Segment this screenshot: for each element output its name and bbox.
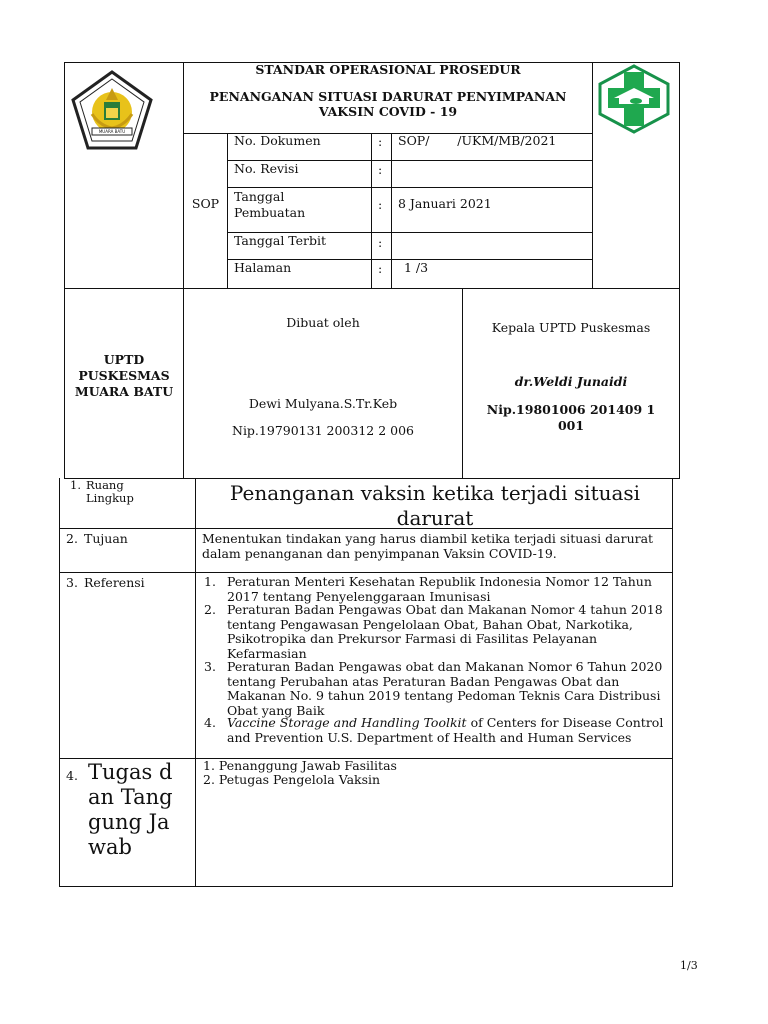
reference-number: 1. (204, 574, 216, 589)
field-sep: : (378, 235, 383, 250)
reference-number: 3. (204, 659, 216, 674)
head-nip: Nip.19801006 201409 1 001 (486, 402, 656, 433)
field-label-tanggal-terbit: Tanggal Terbit (234, 233, 327, 248)
field-sep: : (378, 134, 383, 149)
tujuan-content: Menentukan tindakan yang harus diambil ketika terjadi situasi darurat dalam penanganan dan penyimpanan Vaksin COVID-19. (202, 531, 654, 561)
section-label-ruang-lingkup: Ruang Lingkup (86, 478, 134, 505)
maker-name: Dewi Mulyana.S.Tr.Keb (248, 396, 398, 411)
section-number: 4. (66, 768, 78, 783)
section-label-referensi: Referensi (84, 575, 145, 590)
section-number: 1. (70, 478, 81, 492)
section-label-tujuan: Tujuan (84, 531, 128, 546)
section-label-tugas: Tugas dan Tanggung Jawab (88, 760, 173, 859)
reference-number: 2. (204, 602, 216, 617)
tugas-item: 2. Petugas Pengelola Vaksin (203, 772, 381, 787)
sop-label: SOP (191, 196, 220, 211)
reference-item (227, 716, 665, 745)
head-name: dr.Weldi Junaidi (514, 374, 628, 389)
organization-name: UPTD PUSKESMAS MUARA BATU (74, 352, 174, 399)
field-label-no-dokumen: No. Dokumen (234, 133, 321, 148)
sop-title: STANDAR OPERASIONAL PROSEDUR (255, 62, 521, 77)
head-title: Kepala UPTD Puskesmas (491, 320, 651, 335)
section-number: 3. (66, 575, 78, 590)
field-sep: : (378, 197, 383, 212)
field-value-no-dokumen: SOP/ /UKM/MB/2021 (398, 133, 557, 148)
page-number: 1/3 (680, 959, 698, 972)
tugas-item: 1. Penanggung Jawab Fasilitas (203, 758, 397, 773)
ruang-lingkup-content: Penanganan vaksin ketika terjadi situasi darurat (229, 481, 641, 530)
maker-nip: Nip.19790131 200312 2 006 (232, 423, 414, 438)
regency-emblem-icon (70, 70, 154, 152)
puskesmas-logo-icon (594, 64, 674, 134)
field-value-tanggal-pembuatan: 8 Januari 2021 (398, 196, 492, 211)
reference-item-rest: of Centers for Disease Control and Prevention U.S. Department of Health and Human Services (227, 715, 664, 745)
emblem-ribbon-text: MUARA BATU (98, 129, 126, 134)
reference-number: 4. (204, 715, 216, 730)
section-number: 2. (66, 531, 78, 546)
document-title-line2: VAKSIN COVID - 19 (318, 104, 458, 119)
field-sep: : (378, 261, 383, 276)
document-title-line1: PENANGANAN SITUASI DARURAT PENYIMPANAN (209, 89, 567, 104)
reference-italic-title: Vaccine Storage and Handling Toolkit (227, 715, 467, 730)
reference-item: Peraturan Badan Pengawas Obat dan Makanan Nomor 4 tahun 2018 tentang Pengawasan Pengelolaan Obat, Bahan Obat, Narkotika, Psikotropika dan Prekursor Farmasi di Fasilitas Pelayanan Kefarmasian (227, 602, 663, 661)
field-label-halaman: Halaman (234, 260, 292, 275)
field-value-halaman: 1 /3 (404, 260, 429, 275)
made-by-label: Dibuat oleh (286, 315, 360, 330)
reference-item: Peraturan Badan Pengawas obat dan Makanan Nomor 6 Tahun 2020 tentang Perubahan atas Peraturan Badan Pengawas Obat dan Makanan No. 9 tahun 2019 tentang Pedoman Teknis Cara Distribusi Obat yang Baik (227, 659, 663, 718)
field-label-no-revisi: No. Revisi (234, 161, 299, 176)
field-label-tanggal-pembuatan: Tanggal Pembuatan (234, 189, 306, 220)
reference-item: Peraturan Menteri Kesehatan Republik Indonesia Nomor 12 Tahun 2017 tentang Penyelenggaraan Imunisasi (227, 574, 652, 604)
field-sep: : (378, 162, 383, 177)
